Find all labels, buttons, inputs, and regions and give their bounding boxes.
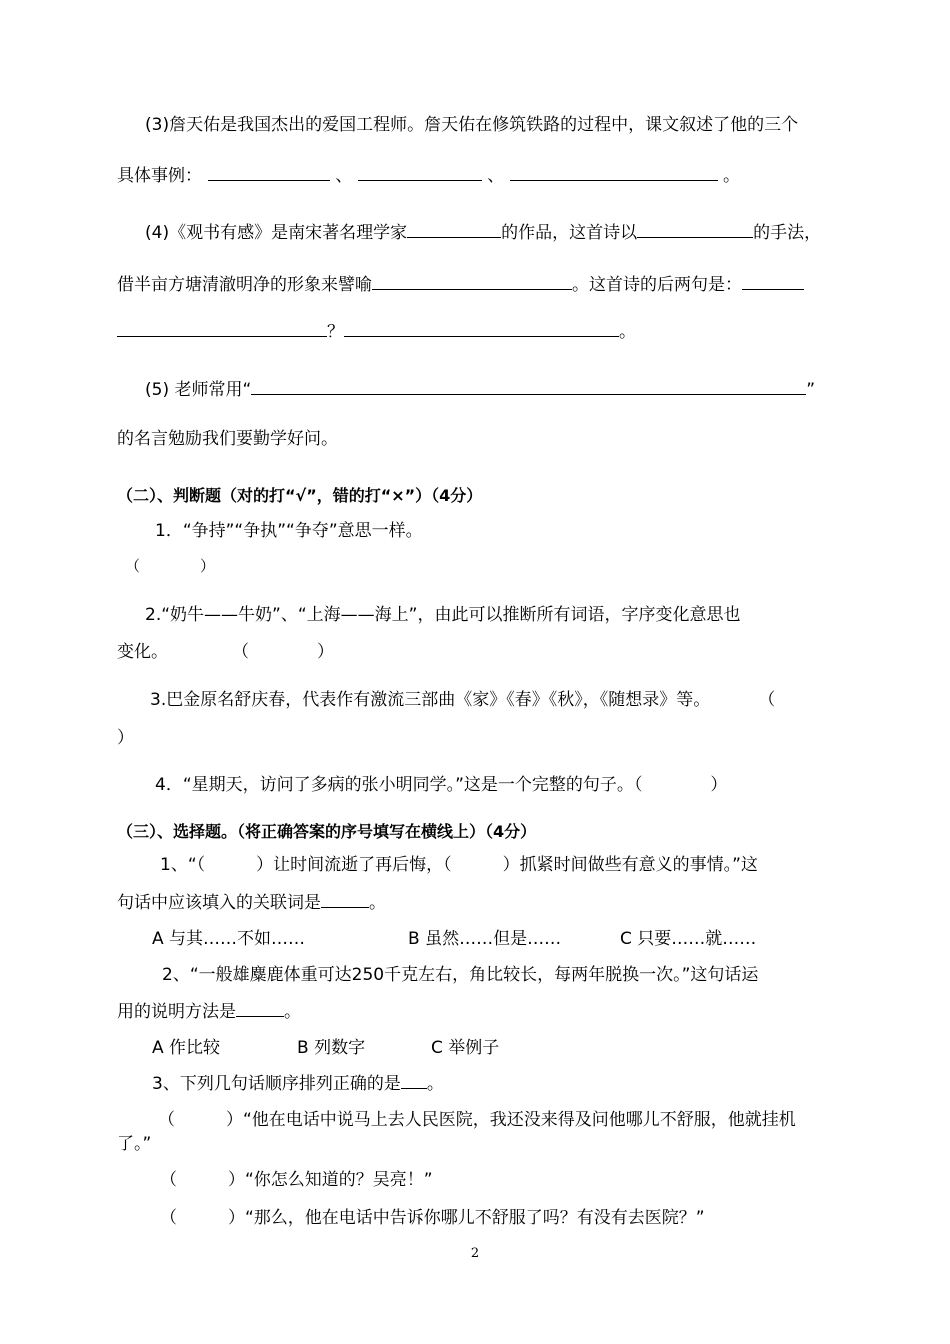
blank-q3-example1[interactable] [208, 164, 330, 181]
blank-choice-q2[interactable] [236, 1000, 284, 1017]
blank-choice-q3[interactable] [401, 1072, 427, 1089]
judge-q2-line2 [117, 640, 334, 664]
choice-q1-line1: 1、“（ ）让时间流逝了再后悔，（ ）抓紧时间做些有意义的事情。”这 [160, 855, 758, 875]
choice-q2-option-c: C 举例子 [431, 1038, 500, 1058]
choice-q3-sentence3: （ ）“那么，他在电话中告诉你哪儿不舒服了吗？有没有去医院？” [160, 1208, 705, 1228]
blank-q4-verse4[interactable] [344, 320, 619, 337]
blank-q3-example3[interactable] [510, 164, 718, 181]
choice-q1-option-b: B 虽然……但是…… [408, 929, 562, 949]
separator: 、 [335, 166, 353, 186]
choice-q3-sentence2: （ ）“你怎么知道的？吴亮！” [160, 1170, 433, 1190]
fill-q4-line3 [117, 320, 636, 344]
fill-q4-line2a: 借半亩方塘清澈明净的形象来譬喻 [117, 275, 372, 295]
judge-q3-line1 [150, 688, 775, 712]
blank-q3-example2[interactable] [358, 164, 482, 181]
blank-q4-technique[interactable] [637, 221, 753, 238]
period: 。 [426, 1074, 444, 1094]
blank-q4-author[interactable] [407, 221, 501, 238]
judge-q4-text: 4．“星期天，访问了多病的张小明同学。”这是一个完整的句子。 [155, 775, 634, 795]
judge-q3-close-paren[interactable]: ） [117, 728, 134, 748]
choice-q1-option-a: A 与其……不如…… [152, 929, 306, 949]
fill-q5-line1 [145, 378, 815, 402]
fill-q4-part2: 的作品，这首诗以 [501, 223, 638, 243]
question-mark: ？ [327, 322, 344, 342]
choice-q1-option-c: C 只要……就…… [620, 929, 757, 949]
close-quote: ” [806, 380, 816, 400]
choice-q2-option-b: B 列数字 [297, 1038, 366, 1058]
judge-q2-line1: 2.“奶牛——牛奶”、“上海——海上”，由此可以推断所有词语，字序变化意思也 [145, 605, 741, 625]
fill-q4-part3: 的手法， [753, 223, 822, 243]
judge-q1-answer-paren[interactable]: （ ） [125, 557, 216, 575]
choice-q2-text: 用的说明方法是 [117, 1002, 236, 1022]
judge-q4-answer-paren[interactable]: （ ） [633, 775, 728, 795]
choice-q3-sentence1-line2: 了。” [117, 1134, 152, 1154]
judge-q2-text: 变化。 [117, 642, 168, 662]
fill-q3-prefix: 具体事例： [117, 166, 202, 186]
fill-q4-line2b: 。这首诗的后两句是： [572, 275, 742, 295]
judge-q3-open-paren[interactable]: （ [758, 690, 776, 710]
judge-q1: 1．“争持”“争执”“争夺”意思一样。 [155, 521, 423, 541]
page-number: 2 [470, 1246, 480, 1261]
fill-q4-line1 [145, 221, 821, 245]
blank-q5-quote[interactable] [251, 378, 806, 395]
choice-q2-option-a: A 作比较 [152, 1038, 221, 1058]
blank-q4-verse-start[interactable] [742, 273, 804, 290]
period: 。 [369, 893, 386, 913]
period: 。 [284, 1002, 301, 1022]
section-judge-heading: （二）、判断题（对的打“√”，错的打“×”）（4分） [117, 486, 483, 505]
judge-q2-answer-paren[interactable]: （ ） [232, 642, 334, 662]
choice-q3-text: 3、下列几句话顺序排列正确的是 [152, 1074, 401, 1094]
period: 。 [619, 322, 636, 342]
choice-q1-text: 句话中应该填入的关联词是 [117, 893, 321, 913]
fill-q3-line2 [117, 164, 740, 188]
fill-q5-start: (5) 老师常用“ [145, 380, 252, 400]
fill-q3-line1: (3)詹天佑是我国杰出的爱国工程师。詹天佑在修筑铁路的过程中，课文叙述了他的三个 [145, 115, 799, 135]
choice-q2-line2 [117, 1000, 301, 1024]
choice-q1-line2 [117, 891, 386, 915]
choice-q3-sentence1-line1: （ ）“他在电话中说马上去人民医院，我还没来得及问他哪儿不舒服，他就挂机 [158, 1110, 796, 1130]
choice-q2-line1: 2、“一般雄麋鹿体重可达250千克左右，角比较长，每两年脱换一次。”这句话运 [162, 965, 759, 985]
fill-q5-line2: 的名言勉励我们要勤学好问。 [117, 429, 338, 449]
blank-choice-q1[interactable] [321, 891, 369, 908]
choice-q3-line1 [152, 1072, 444, 1096]
judge-q3-text: 3.巴金原名舒庆春，代表作有激流三部曲《家》《春》《秋》，《随想录》等。 [150, 690, 711, 710]
separator: 、 [487, 166, 505, 186]
judge-q4 [155, 773, 727, 797]
blank-q4-verse3[interactable] [117, 320, 327, 337]
fill-q4-line2 [117, 273, 804, 297]
blank-q4-metaphor[interactable] [372, 273, 572, 290]
period: 。 [723, 166, 741, 186]
section-choice-heading: （三）、选择题。（将正确答案的序号填写在横线上）（4分） [117, 822, 537, 841]
fill-q4-part1: (4)《观书有感》是南宋著名理学家 [145, 223, 408, 243]
